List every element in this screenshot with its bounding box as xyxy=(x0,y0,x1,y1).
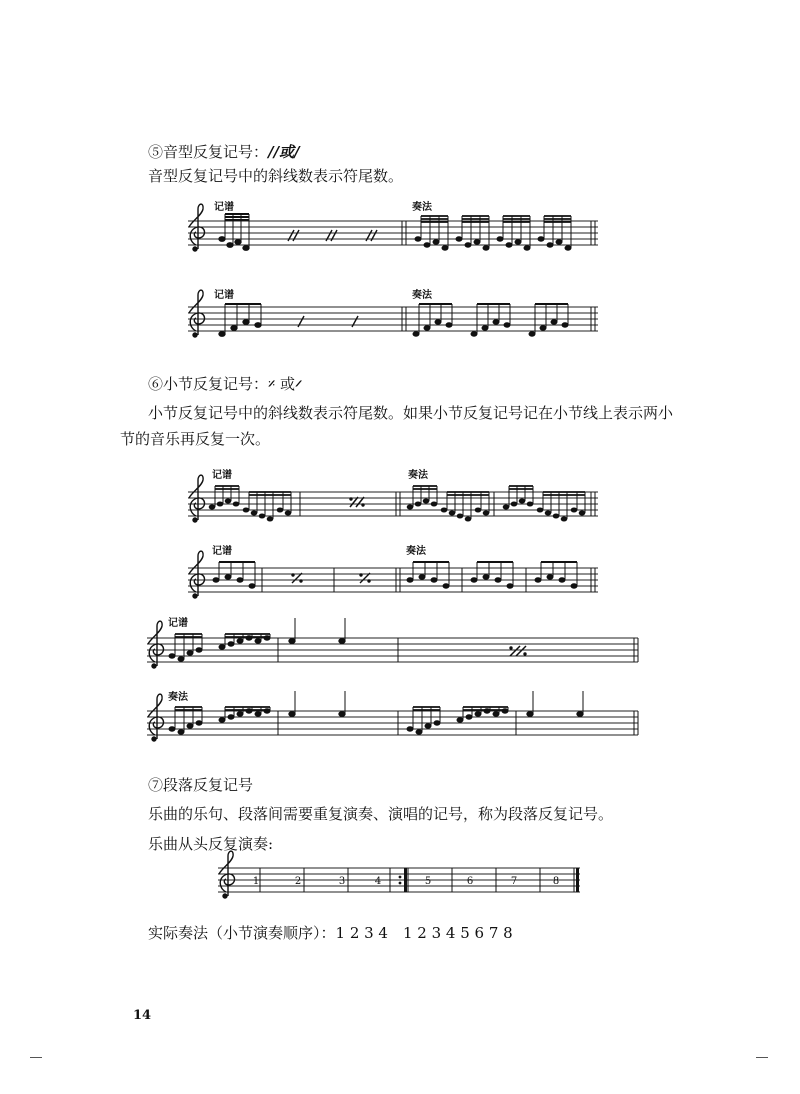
section5-heading-text: ⑤音型反复记号： xyxy=(148,143,269,161)
staff1-performance-label: 奏法 xyxy=(412,202,432,213)
section7-subheading: 乐曲从头反复演奏: xyxy=(148,835,274,853)
measure-number: 3 xyxy=(338,876,346,887)
measure-number: 6 xyxy=(466,876,474,887)
treble-clef-icon xyxy=(189,475,205,522)
staff2-performance-label: 奏法 xyxy=(412,290,432,301)
staff4-performance-label: 奏法 xyxy=(406,546,426,557)
section7-description: 乐曲的乐句、段落间需要重复演奏、演唱的记号，称为段落反复记号。 xyxy=(148,805,614,823)
section5-description: 音型反复记号中的斜线数表示符尾数。 xyxy=(148,167,404,185)
treble-clef-icon xyxy=(219,851,235,898)
staff-lines xyxy=(147,221,638,892)
section6-heading-text: ⑥小节反复记号： xyxy=(148,375,269,393)
staff5-notes xyxy=(169,618,526,661)
measure-number: 5 xyxy=(424,876,432,887)
treble-clef-icon xyxy=(148,621,164,668)
section7-result: 实际奏法（小节演奏顺序）：1 2 3 4 1 2 3 4 5 6 7 8 xyxy=(148,924,513,942)
staff4-notes xyxy=(213,562,577,588)
section7-heading: ⑦段落反复记号 xyxy=(148,776,254,794)
measure-number: 2 xyxy=(294,876,302,887)
staff2-notation-label: 记谱 xyxy=(214,290,234,301)
page-number: 14 xyxy=(133,1008,152,1023)
section6-description-line1: 小节反复记号中的斜线数表示符尾数。如果小节反复记号记在小节线上表示两小 xyxy=(148,404,674,422)
treble-clef-icon xyxy=(189,204,205,251)
treble-clef-icon xyxy=(148,694,164,741)
staff3-notation-label: 记谱 xyxy=(212,470,232,481)
staff2-notes xyxy=(219,304,568,336)
measure-number: 8 xyxy=(552,876,560,887)
treble-clef-icon xyxy=(189,551,205,598)
staff1-notation-label: 记谱 xyxy=(214,202,234,213)
treble-clef-icon xyxy=(189,290,205,337)
staff6-notes xyxy=(169,691,583,734)
section6-description-line2: 节的音乐再反复一次。 xyxy=(120,430,271,448)
measure-number: 7 xyxy=(510,876,518,887)
measure-number: 1 xyxy=(252,876,260,887)
section5-heading-symbols: //或/ xyxy=(268,143,300,161)
staff3-performance-label: 奏法 xyxy=(408,470,428,481)
staff4-notation-label: 记谱 xyxy=(212,546,232,557)
measure-number: 4 xyxy=(374,876,382,887)
staff5-notation-label: 记谱 xyxy=(168,618,188,629)
treble-clefs xyxy=(148,204,235,898)
staff6-performance-label: 奏法 xyxy=(168,692,188,703)
barlines xyxy=(260,221,638,892)
section6-heading-symbols: 𝄎 或𝄍 xyxy=(268,375,303,393)
